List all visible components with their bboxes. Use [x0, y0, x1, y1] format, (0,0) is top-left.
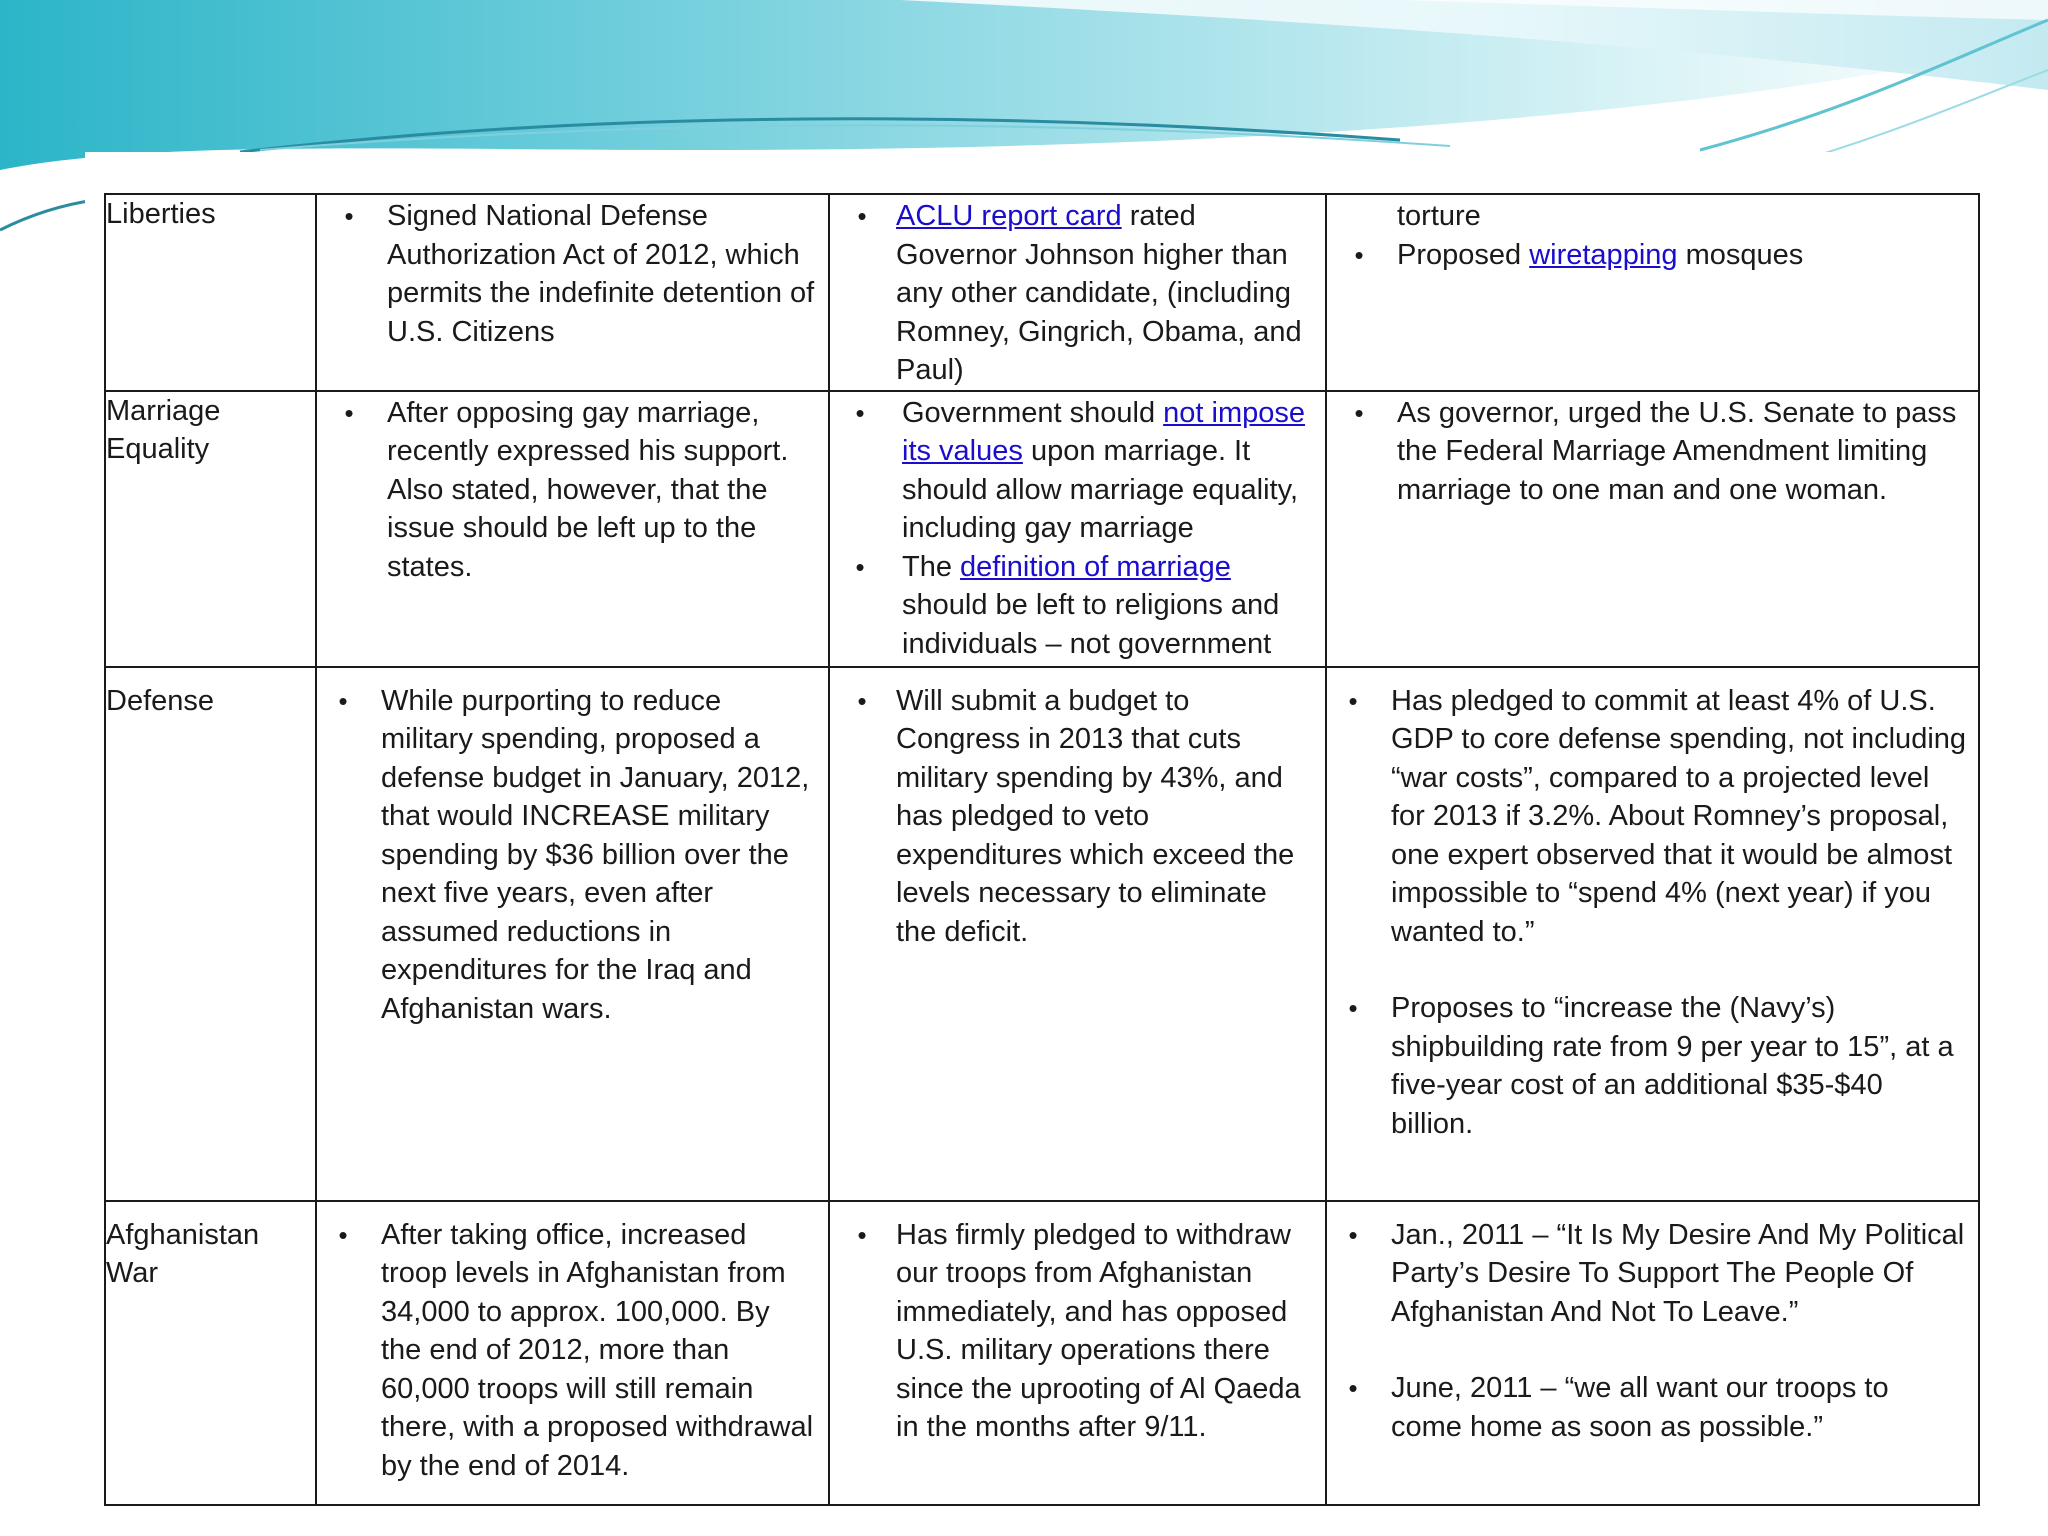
list-item: • Signed National Defense Authorization Act of 2012, which permits the indefinite detention of U.S. Citizens — [317, 197, 816, 351]
column-2-cell — [829, 194, 1326, 391]
column-3-cell — [1326, 391, 1979, 667]
bullet-icon: • — [1348, 1373, 1358, 1403]
column-1-cell — [316, 1201, 829, 1505]
column-3-cell — [1326, 1201, 1979, 1505]
bullet-icon: • — [344, 201, 354, 231]
list-item: • The definition of marriage should be left to religions and individuals – not government — [830, 548, 1313, 664]
list-item: • After taking office, increased troop levels in Afghanistan from 34,000 to approx. 100,000. By the end of 2012, more than 60,000 troops will still remain there, with a proposed withdrawal by the end of 2014. — [317, 1216, 816, 1486]
column-1-cell — [316, 667, 829, 1201]
list-item: • Has pledged to commit at least 4% of U.S. GDP to core defense spending, not including “war costs”, compared to a projected level for 2013 if 3.2%. About Romney’s proposal, one expert observed that it would be almost impossible to “spend 4% (next year) if you wanted to.” — [1327, 682, 1966, 952]
table-row — [105, 194, 1979, 391]
column-1-cell — [316, 194, 829, 391]
bullet-icon: • — [338, 1219, 348, 1250]
list-item: • After opposing gay marriage, recently expressed his support. Also stated, however, that the issue should be left up to the states. — [317, 394, 816, 587]
list-item: • June, 2011 – “we all want our troops to come home as soon as possible.” — [1327, 1369, 1966, 1446]
bullet-icon: • — [1348, 1219, 1358, 1250]
list-item: • Will submit a budget to Congress in 2013 that cuts military spending by 43%, and has pledged to veto expenditures which exceed the levels necessary to eliminate the deficit. — [830, 682, 1313, 952]
not-impose-its-values-link[interactable]: not impose its values — [902, 396, 1306, 467]
bullet-icon: • — [1354, 397, 1364, 428]
topic-cell: Marriage Equality — [105, 391, 316, 667]
topic-cell: Defense — [105, 667, 316, 1201]
bullet-icon: • — [344, 397, 354, 428]
list-item: • Proposed wiretapping mosques — [1327, 236, 1966, 275]
bullet-icon: • — [855, 397, 865, 428]
column-3-cell — [1326, 667, 1979, 1201]
bullet-icon: • — [857, 201, 867, 231]
topic-cell: Liberties — [105, 194, 316, 391]
list-item: • Has firmly pledged to withdraw our troops from Afghanistan immediately, and has opposed U.S. military operations there since the uprooting of Al Qaeda in the months after 9/11. — [830, 1216, 1313, 1447]
table-row — [105, 1201, 1979, 1505]
comparison-table — [104, 193, 1980, 1506]
bullet-icon: • — [1348, 685, 1358, 716]
list-item: • Jan., 2011 – “It Is My Desire And My Political Party’s Desire To Support The People Of Afghanistan And Not To Leave.” — [1327, 1216, 1966, 1332]
column-2-cell — [829, 391, 1326, 667]
bullet-icon: • — [855, 551, 865, 582]
column-2-cell — [829, 1201, 1326, 1505]
definition-of-marriage-link[interactable]: definition of marriage — [960, 550, 1231, 583]
list-item: torture — [1397, 200, 1481, 232]
bullet-icon: • — [338, 685, 348, 716]
topic-cell: Afghanistan War — [105, 1201, 316, 1505]
column-3-cell — [1326, 194, 1979, 391]
bullet-icon: • — [857, 685, 867, 716]
bullet-icon: • — [1348, 993, 1358, 1023]
list-item: • ACLU report card rated Governor Johnson higher than any other candidate, (including Romney, Gingrich, Obama, and Paul) — [830, 197, 1313, 390]
column-2-cell — [829, 667, 1326, 1201]
bullet-icon: • — [1354, 239, 1364, 270]
table-row — [105, 667, 1979, 1201]
list-item: • While purporting to reduce military spending, proposed a defense budget in January, 2012, that would INCREASE military spending by $36 billion over the next five years, even after assumed reductions in expenditures for the Iraq and Afghanistan wars. — [317, 682, 816, 1029]
bullet-icon: • — [857, 1219, 867, 1250]
wiretapping-link[interactable]: wiretapping — [1529, 238, 1678, 271]
table-row — [105, 391, 1979, 667]
list-item: • Government should not impose its values upon marriage. It should allow marriage equality, including gay marriage — [830, 394, 1313, 548]
list-item: • Proposes to “increase the (Navy’s) shipbuilding rate from 9 per year to 15”, at a five-year cost of an additional $35-$40 billion. — [1327, 989, 1966, 1143]
aclu-report-card-link[interactable]: ACLU report card — [896, 200, 1122, 232]
column-1-cell — [316, 391, 829, 667]
list-item: • As governor, urged the U.S. Senate to pass the Federal Marriage Amendment limiting marriage to one man and one woman. — [1327, 394, 1966, 510]
